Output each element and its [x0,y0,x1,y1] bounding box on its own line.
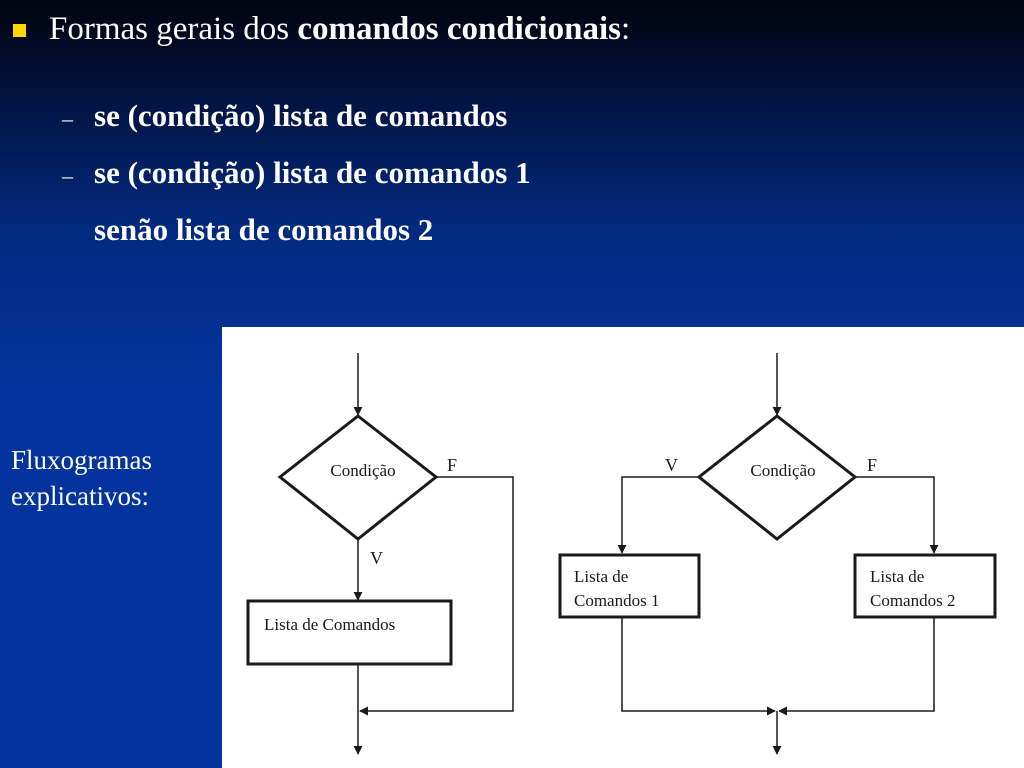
heading-suffix: : [621,11,631,47]
box1-line1: Lista de [574,567,629,586]
side-label [11,442,152,514]
square-bullet-icon [13,24,26,37]
side-label-line1: Fluxogramas [11,445,152,475]
false-branch-arrow [855,477,934,553]
complete-false-label: F [867,455,878,475]
simple-true-label: V [370,548,383,568]
simple-box-label: Lista de Comandos [264,615,396,634]
box2-line2: Comandos 2 [870,591,956,610]
slide-heading [49,9,630,49]
join-right-arrow [779,617,934,711]
box2-line1: Lista de [870,567,925,586]
join-left-arrow [622,617,775,711]
complete-true-label: V [665,455,678,475]
flowchart-svg [222,327,1024,768]
box1-line2: Comandos 1 [574,591,660,610]
complete-decision-label: Condição [750,461,816,480]
dash-icon: – [62,106,73,131]
heading-prefix: Formas gerais dos [49,11,298,47]
true-branch-arrow [622,477,699,553]
bullet-item-1: se (condição) lista de comandos [94,98,508,133]
dash-icon: – [62,163,73,188]
flowchart-complete [560,353,995,754]
flowchart-panel [222,327,1024,768]
simple-false-label: F [447,455,458,475]
heading-bold: comandos condicionais [297,11,622,47]
bullet-item-2: se (condição) lista de comandos 1 [94,155,531,190]
side-label-line2: explicativos: [11,481,149,511]
bullet-item-2-continuation: senão lista de comandos 2 [94,212,434,247]
simple-decision-label: Condição [330,461,396,480]
